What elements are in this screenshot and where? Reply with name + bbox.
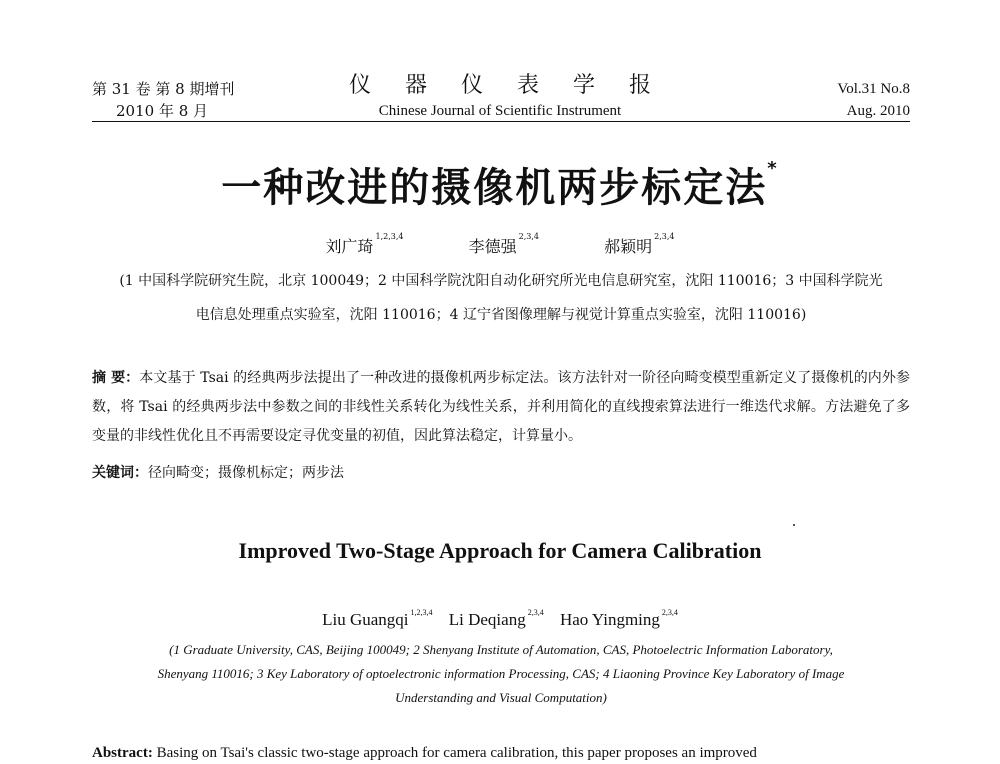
author-affil-sup: 1,2,3,4 [375, 232, 404, 241]
author-name: 刘广琦 [325, 237, 374, 256]
issue-volume: 第 31 卷 第 8 期增刊 [92, 80, 235, 98]
affiliation-line: Understanding and Visual Computation) [395, 690, 607, 705]
volume-info [837, 78, 910, 122]
title-footnote-mark: * [767, 158, 779, 179]
author-en [322, 610, 432, 629]
volume-date: Aug. 2010 [846, 103, 910, 119]
keywords-cn-label: 关键词： [92, 465, 148, 481]
authors-en [0, 610, 1000, 630]
author-affil-sup: 1,2,3,4 [410, 608, 433, 617]
issue-date: 2010 年 8 月 [116, 102, 209, 120]
paper-title-cn [0, 156, 1000, 213]
author-name: 李德强 [468, 237, 517, 256]
affiliation-line: Shenyang 110016; 3 Key Laboratory of optoelectronic information Processing, CAS; 4 Liaoning Province Key Laboratory of Image [157, 666, 845, 681]
author-cn [604, 232, 675, 256]
author-en [560, 610, 678, 629]
scan-speck [793, 524, 795, 526]
paper-title-en: Improved Two-Stage Approach for Camera Calibration [238, 538, 762, 563]
author-name: Liu Guangqi [322, 610, 409, 629]
authors-cn [0, 234, 1000, 257]
author-affil-sup: 2,3,4 [518, 232, 539, 241]
abstract-en [92, 742, 910, 764]
affiliation-line: (1 Graduate University, CAS, Beijing 100049; 2 Shenyang Institute of Automation, CAS, Photoelectric Information Laboratory, [169, 642, 833, 657]
author-name: Li Deqiang [448, 610, 526, 629]
abstract-cn-text: 本文基于 Tsai 的经典两步法提出了一种改进的摄像机两步标定法。该方法针对一阶径向畸变模型重新定义了摄像机的内外参数，将 Tsai 的经典两步法中参数之间的非线性关系转化为线性关系，并利用简化的直线搜索算法进行一维迭代求解。方法避免了多变量的非线性优化且不再需要设定寻优变量的初值，因此算法稳定，计算量小。 [92, 370, 910, 444]
author-en [449, 610, 544, 629]
author-affil-sup: 2,3,4 [654, 232, 675, 241]
keywords-cn [92, 462, 910, 484]
abstract-en-label: Abstract: [92, 745, 153, 761]
affiliations-en [92, 638, 910, 710]
paper-title-cn-text: 一种改进的摄像机两步标定法 [221, 165, 768, 211]
author-cn [325, 232, 404, 256]
keywords-cn-text: 径向畸变；摄像机标定；两步法 [148, 465, 344, 481]
abstract-cn-label: 摘 要： [92, 370, 140, 386]
volume-number: Vol.31 No.8 [837, 81, 910, 97]
affiliation-line: (1 中国科学院研究生院，北京 100049；2 中国科学院沈阳自动化研究所光电信息研究室，沈阳 110016；3 中国科学院光 [119, 273, 883, 289]
author-affil-sup: 2,3,4 [527, 608, 544, 617]
affiliation-line: 电信息处理重点实验室，沈阳 110016；4 辽宁省图像理解与视觉计算重点实验室，沈阳 110016) [195, 307, 807, 323]
journal-name-en: Chinese Journal of Scientific Instrument [378, 103, 622, 119]
affiliations-cn [92, 264, 910, 332]
author-name: Hao Yingming [559, 610, 660, 629]
journal-name-cn: 仪器仪表学报 [348, 73, 685, 98]
abstract-cn [92, 364, 910, 451]
author-cn [468, 232, 539, 256]
header-divider [92, 121, 910, 122]
abstract-en-text: Basing on Tsai's classic two-stage approach for camera calibration, this paper proposes an improved [156, 745, 757, 761]
author-affil-sup: 2,3,4 [661, 608, 678, 617]
author-name: 郝颖明 [604, 237, 653, 256]
